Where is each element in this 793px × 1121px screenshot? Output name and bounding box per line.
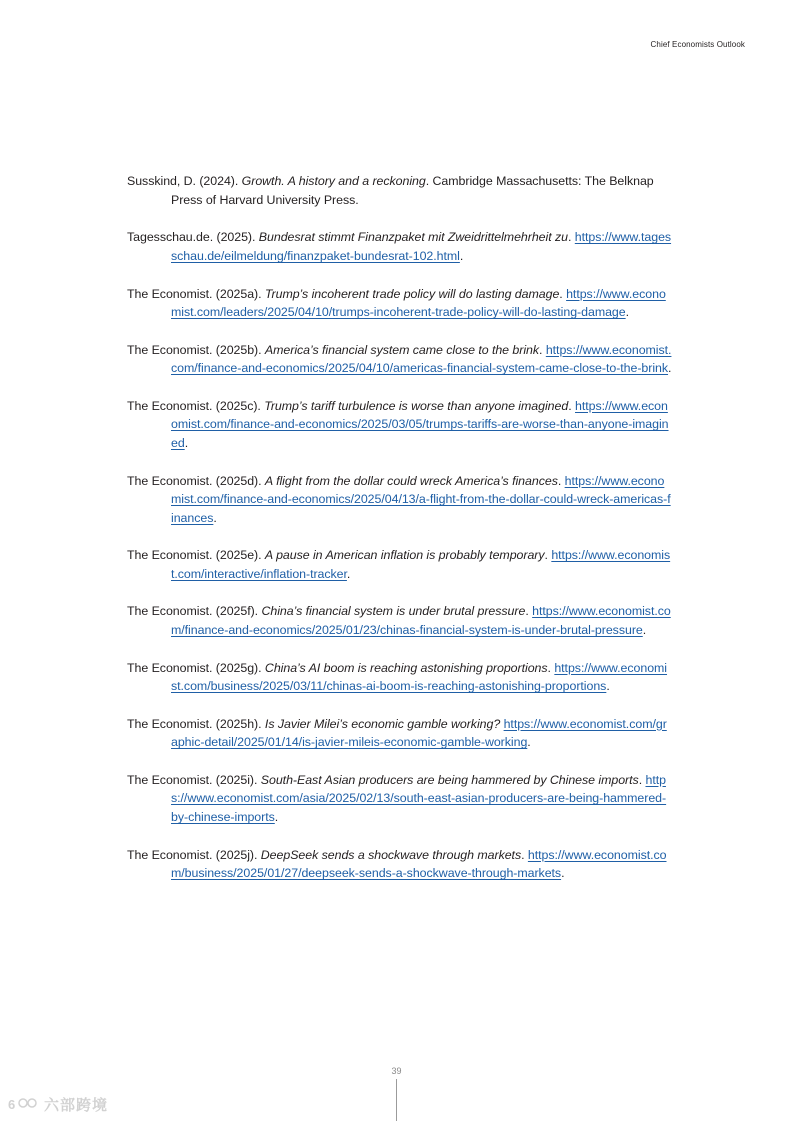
reference-entry bbox=[127, 715, 672, 752]
reference-title: Trump’s incoherent trade policy will do lasting damage bbox=[264, 286, 560, 301]
reference-link[interactable]: https://www.tagesschau.de/eilmeldung/finanzpaket-bundesrat-102.html bbox=[171, 230, 672, 264]
reference-author-year: The Economist. (2025c). bbox=[127, 398, 265, 413]
reference-title: Trump’s tariff turbulence is worse than anyone imagined bbox=[264, 398, 569, 413]
reference-link[interactable]: https://www.economist.com/business/2025/01/27/deepseek-sends-a-shockwave-through-markets bbox=[171, 847, 667, 881]
reference-link[interactable]: https://www.economist.com/finance-and-economics/2025/01/23/chinas-financial-system-is-under-brutal-pressure bbox=[171, 604, 671, 638]
reference-end: . bbox=[642, 623, 647, 638]
reference-end: . bbox=[668, 361, 672, 376]
watermark-logo-icon bbox=[8, 1095, 38, 1115]
reference-title: Bundesrat stimmt Finanzpaket mit Zweidrittelmehrheit zu bbox=[258, 230, 568, 245]
running-header: Chief Economists Outlook bbox=[650, 40, 745, 49]
reference-title: Is Javier Milei’s economic gamble working? bbox=[264, 716, 501, 731]
reference-link[interactable]: https://www.economist.com/finance-and-economics/2025/03/05/trumps-tariffs-are-worse-than-anyone-imagined bbox=[171, 398, 669, 451]
reference-publisher: . Cambridge Massachusetts: The Belknap Press of Harvard University Press. bbox=[171, 174, 654, 208]
reference-author-year: The Economist. (2025d). bbox=[127, 473, 265, 488]
reference-author-year: The Economist. (2025h). bbox=[127, 716, 265, 731]
reference-title: America’s financial system came close to the brink bbox=[264, 342, 540, 357]
reference-separator: . bbox=[559, 286, 567, 301]
reference-author-year: The Economist. (2025j). bbox=[127, 847, 261, 862]
reference-link[interactable]: https://www.economist.com/asia/2025/02/13/south-east-asian-producers-are-being-hammered-by-chinese-imports bbox=[171, 772, 667, 825]
reference-separator: . bbox=[521, 847, 528, 862]
footer-divider bbox=[396, 1079, 397, 1121]
reference-link[interactable]: https://www.economist.com/graphic-detail/2025/01/14/is-javier-mileis-economic-gamble-working bbox=[171, 716, 667, 750]
reference-entry bbox=[127, 546, 672, 583]
reference-title: China’s financial system is under brutal pressure bbox=[261, 604, 526, 619]
reference-end: . bbox=[346, 567, 351, 582]
watermark-text: 六部跨境 bbox=[44, 1097, 109, 1114]
reference-author-year: Susskind, D. (2024). bbox=[127, 174, 242, 189]
reference-end: . bbox=[213, 510, 217, 525]
reference-link[interactable]: https://www.economist.com/leaders/2025/04/10/trumps-incoherent-trade-policy-will-do-lasting-damage bbox=[171, 286, 666, 320]
reference-entry bbox=[127, 397, 672, 453]
reference-separator: . bbox=[539, 342, 546, 357]
page-number: 39 bbox=[391, 1066, 402, 1076]
reference-separator: . bbox=[557, 473, 565, 488]
reference-entry bbox=[127, 285, 672, 322]
reference-end: . bbox=[459, 249, 464, 264]
svg-text:6: 6 bbox=[8, 1096, 16, 1112]
reference-entry bbox=[127, 846, 672, 883]
reference-separator: . bbox=[544, 548, 552, 563]
reference-author-year: The Economist. (2025i). bbox=[127, 772, 261, 787]
reference-separator: . bbox=[568, 230, 575, 245]
reference-entry bbox=[127, 228, 672, 265]
reference-separator: . bbox=[638, 772, 646, 787]
reference-end: . bbox=[274, 810, 279, 825]
reference-end: . bbox=[527, 735, 531, 750]
reference-separator: . bbox=[547, 660, 555, 675]
reference-title: Growth. A history and a reckoning bbox=[241, 174, 426, 189]
reference-entry bbox=[127, 771, 672, 827]
reference-link[interactable]: https://www.economist.com/business/2025/03/11/chinas-ai-boom-is-reaching-astonishing-proportions bbox=[171, 660, 668, 694]
reference-separator: . bbox=[568, 398, 575, 413]
reference-title: China’s AI boom is reaching astonishing proportions bbox=[264, 660, 548, 675]
reference-entry bbox=[127, 602, 672, 639]
watermark bbox=[8, 1094, 108, 1115]
reference-separator: . bbox=[525, 604, 533, 619]
reference-entry bbox=[127, 172, 672, 209]
reference-title: DeepSeek sends a shockwave through markets bbox=[260, 847, 522, 862]
reference-end: . bbox=[561, 866, 565, 881]
reference-end: . bbox=[184, 436, 189, 451]
reference-link[interactable]: https://www.economist.com/finance-and-economics/2025/04/10/americas-financial-system-came-close-to-the-brink bbox=[171, 342, 672, 376]
reference-list bbox=[127, 160, 672, 902]
reference-end: . bbox=[625, 305, 630, 320]
reference-author-year: The Economist. (2025g). bbox=[127, 660, 265, 675]
reference-entry bbox=[127, 659, 672, 696]
reference-author-year: The Economist. (2025f). bbox=[127, 604, 262, 619]
reference-author-year: The Economist. (2025b). bbox=[127, 342, 265, 357]
reference-title: A pause in American inflation is probably temporary bbox=[264, 548, 545, 563]
reference-end: . bbox=[606, 679, 610, 694]
reference-entry bbox=[127, 341, 672, 378]
reference-link[interactable]: https://www.economist.com/finance-and-economics/2025/04/13/a-flight-from-the-dollar-could-wreck-americas-finances bbox=[171, 473, 671, 525]
reference-entry bbox=[127, 472, 672, 528]
reference-link[interactable]: https://www.economist.com/interactive/inflation-tracker bbox=[171, 548, 671, 582]
reference-author-year: The Economist. (2025a). bbox=[127, 286, 265, 301]
reference-author-year: The Economist. (2025e). bbox=[127, 548, 265, 563]
reference-title: South-East Asian producers are being hammered by Chinese imports bbox=[260, 772, 639, 787]
reference-title: A flight from the dollar could wreck America’s finances bbox=[264, 473, 558, 488]
reference-author-year: Tagesschau.de. (2025). bbox=[127, 230, 259, 245]
